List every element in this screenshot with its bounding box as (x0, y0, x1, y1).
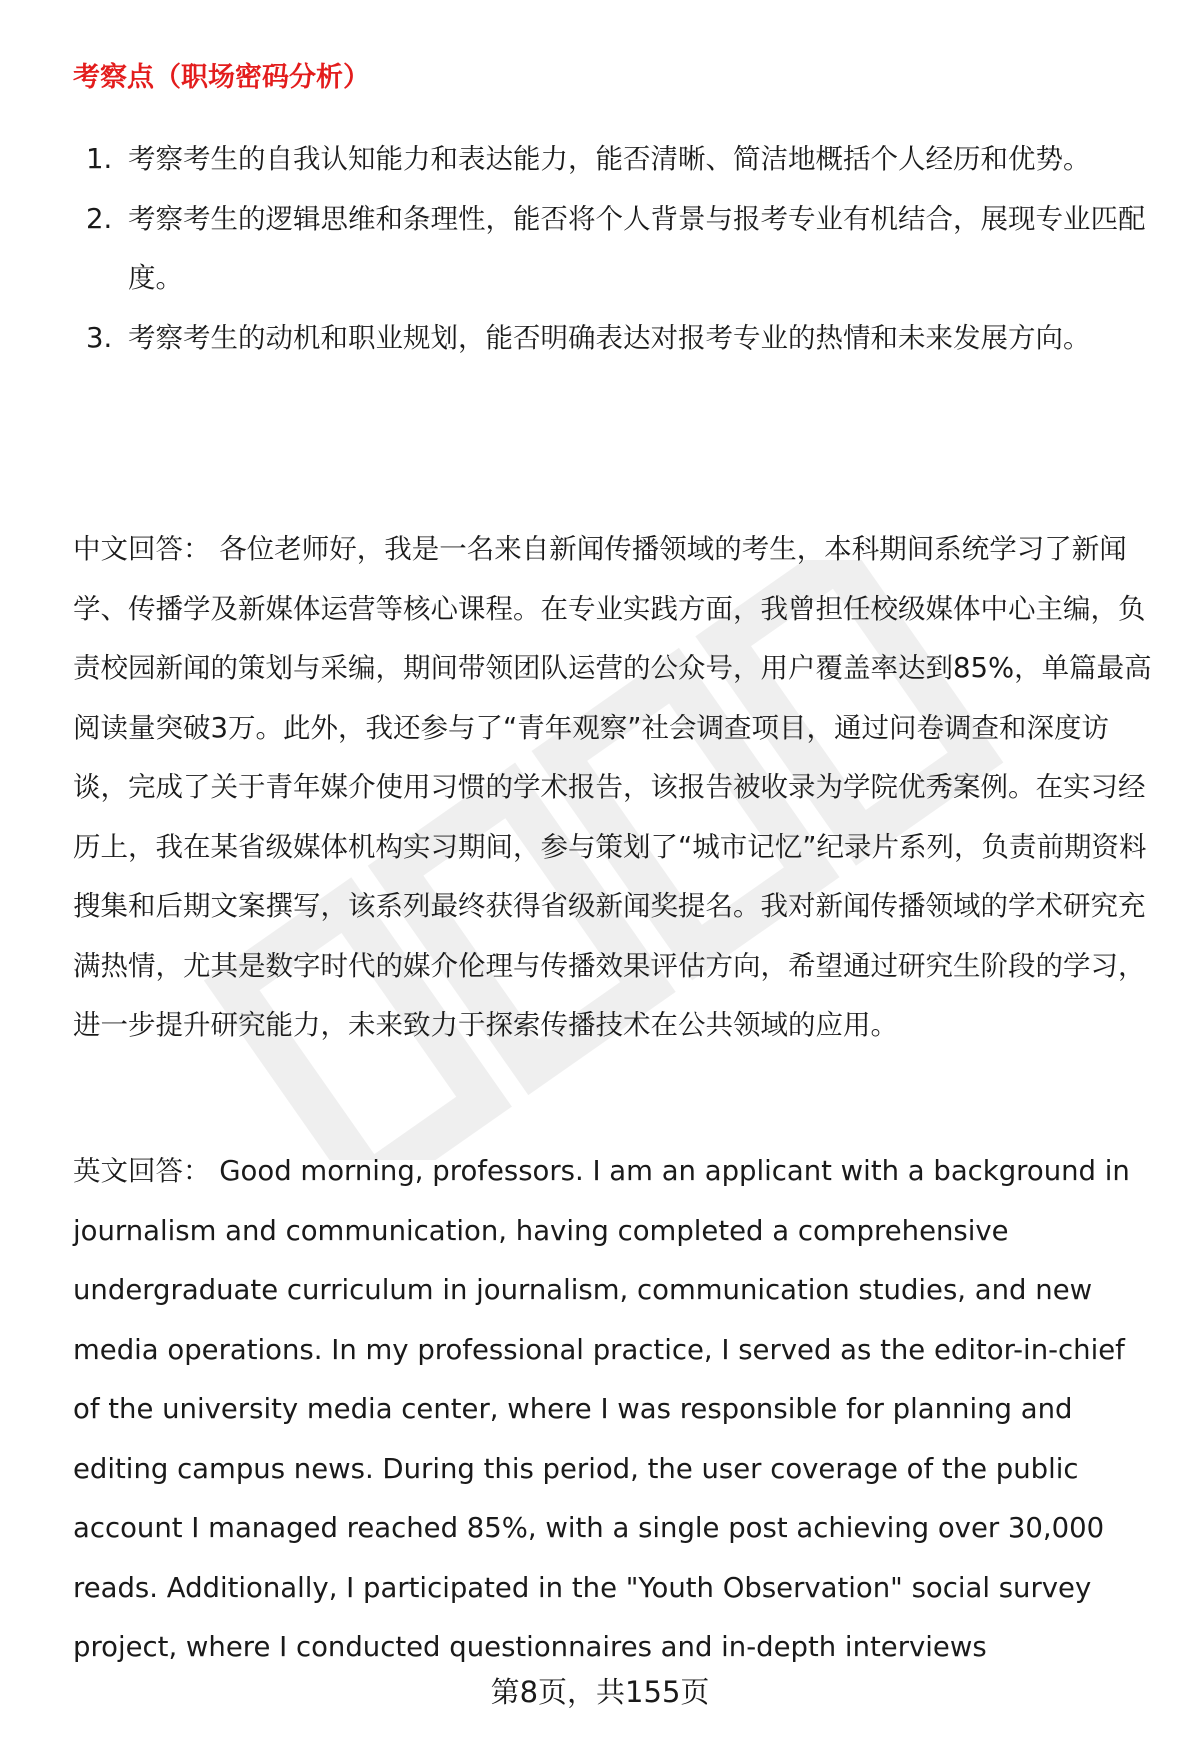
page-number-footer: 第8页，共155页 (490, 1675, 710, 1709)
point-text: 考察考生的逻辑思维和条理性，能否将个人背景与报考专业有机结合，展现专业匹配度。 (128, 202, 1146, 294)
point-text: 考察考生的自我认知能力和表达能力，能否清晰、简洁地概括个人经历和优势。 (128, 143, 1091, 175)
section-title: 考察点（职场密码分析） (73, 62, 370, 93)
chinese-answer-label: 中文回答： (73, 533, 211, 565)
english-answer-paragraph (73, 1142, 1158, 1678)
chinese-answer-paragraph (73, 520, 1158, 1056)
chinese-answer-text: 各位老师好，我是一名来自新闻传播领域的考生，本科期间系统学习了新闻学、传播学及新媒体运营等核心课程。在专业实践方面，我曾担任校级媒体中心主编，负责校园新闻的策划与采编，期间带领团队运营的公众号，用户覆盖率达到85%，单篇最高阅读量突破3万。此外，我还参与了“青年观察”社会调查项目，通过问卷调查和深度访谈，完成了关于青年媒介使用习惯的学术报告，该报告被收录为学院优秀案例。在实习经历上，我在某省级媒体机构实习期间，参与策划了“城市记忆”纪录片系列，负责前期资料搜集和后期文案撰写，该系列最终获得省级新闻奖提名。我对新闻传播领域的学术研究充满热情，尤其是数字时代的媒介伦理与传播效果评估方向，希望通过研究生阶段的学习，进一步提升研究能力，未来致力于探索传播技术在公共领域的应用。 (73, 533, 1152, 1041)
english-answer-text: Good morning, professors. I am an applicant with a background in journalism and communication, having completed a comprehensive undergraduate curriculum in journalism, communication studies, and new media operations. In my professional practice, I served as the editor-in-chief of the university media center, where I was responsible for planning and editing campus news. During this period, the user coverage of the public account I managed reached 85%, with a single post achieving over 30,000 reads. Additionally, I participated in the "Youth Observation" social survey project, where I conducted questionnaires and in-depth interviews (73, 1155, 1130, 1663)
assessment-point-3 (73, 309, 1153, 369)
assessment-point-1 (73, 130, 1153, 190)
assessment-points-list (73, 130, 1153, 368)
english-answer-label: 英文回答： (73, 1155, 211, 1187)
point-number: 1. (86, 143, 113, 175)
point-number: 2. (86, 202, 113, 235)
assessment-point-2 (73, 190, 1153, 309)
point-text: 考察考生的动机和职业规划，能否明确表达对报考专业的热情和未来发展方向。 (128, 321, 1091, 354)
point-number: 3. (86, 321, 113, 354)
